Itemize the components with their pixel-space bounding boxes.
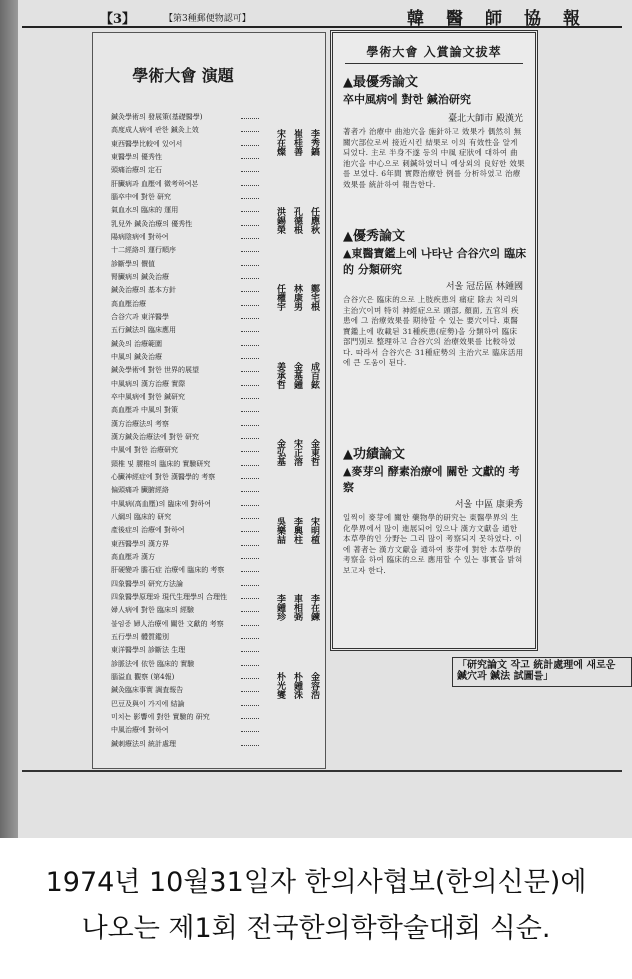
lecture-title: 中風의 鍼灸治療 (111, 353, 162, 361)
speaker-name: 孔德根 (292, 206, 302, 234)
leader-dots (241, 185, 259, 186)
speaker-name: 林康男 (292, 284, 302, 311)
paper-title-excellent: ▲東醫寶鑑上에 나타난 合谷穴의 臨床的 分類研究 (343, 247, 527, 276)
abstract-best: 著者가 治療中 曲池穴을 施針하고 效果가 偶然히 無關穴部位로써 接近시킨 結果로 이의 有效性을 알게 되었다. 主로 半身不遂 등의 中風 症狀에 대하여 曲池穴을 中心으로 刺鍼하였더니 예상외의 良好한 效果를 보였다. 6年間 實際治療한 例를 分析하였고 治療效果를 統計하여 報告한다. (343, 127, 525, 189)
leader-dots (241, 211, 259, 212)
leader-dots (241, 451, 259, 452)
lecture-title: 五行鍼法의 臨床應用 (111, 326, 176, 335)
newspaper-header (22, 6, 622, 28)
lecture-title: 漢方治療法의 考察 (111, 419, 169, 428)
leader-dots (241, 291, 259, 292)
lecture-title: 鍼灸學術의 發展策(基礎醫學) (111, 113, 203, 121)
leader-dots (241, 465, 259, 466)
lecture-title: 診脈法에 依한 臨床的 實驗 (111, 659, 195, 668)
lecture-title: 診斷學의 價值 (111, 259, 155, 268)
lecture-title: 頭痛治療의 定石 (111, 166, 162, 175)
lecture-title: 미치는 影響에 對한 實驗的 研究 (111, 713, 210, 721)
lecture-title: 高度成人病에 관한 鍼灸上效 (111, 126, 199, 135)
speaker-name: 成百鉉 (309, 361, 319, 389)
speaker-name: 朴鍾洙 (292, 671, 302, 699)
leader-dots (241, 558, 259, 559)
lecture-title: 產後症의 治療에 對하여 (111, 526, 185, 535)
caption-line-2: 나오는 제1회 전국한의학학술대회 식순. (81, 913, 551, 944)
program-title: 學術大會 演題 (132, 66, 234, 85)
leader-dots (241, 611, 259, 612)
leader-dots (241, 491, 259, 492)
speaker-name: 姜承哲 (275, 361, 285, 389)
bottom-fragment-columns (22, 776, 622, 838)
paper-title-best: 卒中風病에 對한 鍼治研究 (343, 93, 471, 106)
leader-dots (241, 438, 259, 439)
speaker-name: 任應秋 (309, 206, 319, 234)
leader-dots (241, 171, 259, 172)
leader-dots (241, 238, 259, 239)
speaker-name: 金容浩 (309, 671, 319, 699)
leader-dots (241, 305, 259, 306)
notice-box: 「研究論文 작고 統計處理에 새로운 鍼穴과 鍼法 試圖를」 (452, 657, 632, 687)
lecture-title: 中風病(高血壓)의 臨床에 對하여 (111, 499, 211, 508)
lecture-title: 中風病의 漢方治療 實際 (111, 379, 186, 388)
lecture-title: 五行學의 體質鑑別 (111, 633, 169, 641)
lecture-title: 腦溢血 觀察 (第4報) (111, 673, 175, 681)
leader-dots (241, 145, 259, 146)
leader-dots (241, 158, 259, 159)
lecture-title: 中風에 對한 治療研究 (111, 446, 178, 455)
lecture-title: 心臟神經症에 對한 漢醫學的 考察 (111, 473, 216, 481)
leader-dots (241, 505, 259, 506)
paper-name: 韓醫師協報 (407, 9, 602, 29)
lecture-title: 偏頭痛과 臟腑經絡 (111, 486, 169, 495)
lecture-title: 腎臟病의 鍼灸治療 (111, 273, 169, 281)
leader-dots (241, 571, 259, 572)
leader-dots (241, 398, 259, 399)
speaker-name: 崔桂善 (292, 129, 302, 156)
paper-title-merit: ▲麥芽의 酵素治療에 關한 文獻的 考察 (343, 465, 520, 494)
speaker-name: 李鍾珍 (275, 594, 285, 621)
leader-dots (241, 385, 259, 386)
leader-dots (241, 638, 259, 639)
lecture-title: 鍼灸治療의 基本方針 (111, 286, 176, 295)
lecture-title: 鍼刺療法의 統計處理 (111, 739, 176, 748)
lecture-title: 巴豆及與이 가지에 結論 (111, 699, 185, 708)
leader-dots (241, 371, 259, 372)
lecture-title: 合谷穴과 東洋醫學 (111, 313, 169, 321)
lecture-title: 高血壓과 中風의 對策 (111, 406, 178, 415)
speaker-name: 李興柱 (292, 516, 302, 544)
speaker-name: 宋正溶 (292, 439, 302, 466)
leader-dots (241, 478, 259, 479)
leader-dots (241, 625, 259, 626)
leader-dots (241, 585, 259, 586)
lecture-title: 肝臟病과 血壓에 微考하여본 (111, 179, 199, 188)
leader-dots (241, 198, 259, 199)
leader-dots (241, 425, 259, 426)
lecture-title: 肝硬變과 膽石症 治療에 臨床的 考察 (111, 566, 225, 575)
award-heading-best: ▲最優秀論文 (343, 75, 418, 90)
lecture-title: 漢方鍼灸治療法에 對한 研究 (111, 433, 199, 441)
leader-dots (241, 345, 259, 346)
leader-dots (241, 131, 259, 132)
leader-dots (241, 545, 259, 546)
speaker-name: 金基鍾 (292, 361, 302, 389)
speaker-name: 朴光燮 (275, 671, 285, 699)
leader-dots (241, 411, 259, 412)
speaker-name: 吳樂喆 (275, 516, 285, 544)
speaker-name: 任權宇 (275, 284, 285, 311)
leader-dots (241, 651, 259, 652)
lecture-title: 鍼灸學術에 對한 世界的展望 (111, 366, 199, 375)
award-heading-excellent: ▲優秀論文 (343, 229, 405, 244)
leader-dots (241, 598, 259, 599)
author-best: 臺北大師市 殿漢光 (448, 114, 523, 124)
lecture-title: 十二經絡의 運行順序 (111, 246, 176, 255)
lecture-title: 高血壓治療 (111, 299, 146, 308)
lecture-title: 四象醫學原理와 現代生理學의 合理性 (111, 593, 227, 601)
speaker-name: 李秀鎬 (309, 129, 319, 156)
author-merit: 서울 中區 康秉秀 (454, 500, 523, 510)
speaker-name: 金東哲 (309, 439, 319, 466)
lecture-title: 頸椎 및 腰椎의 臨床的 實驗研究 (111, 459, 211, 468)
caption-line-1: 1974년 10월31일자 한의사협보(한의신문)에 (45, 867, 587, 898)
lecture-title: 乳兒外 鍼灸治療의 優秀性 (111, 219, 193, 228)
page-number: 【3】 (100, 12, 136, 27)
speaker-name: 車相弼 (292, 594, 302, 621)
page-edge-shadow (0, 0, 18, 838)
author-excellent: 서울 冠岳區 林鍾國 (445, 282, 523, 292)
speaker-name: 金弘基 (275, 439, 285, 466)
leader-dots (241, 318, 259, 319)
lecture-row (111, 113, 311, 122)
award-papers-box (330, 30, 538, 651)
leader-dots (241, 265, 259, 266)
leader-dots (241, 118, 259, 119)
speaker-name: 宋明植 (309, 516, 319, 544)
lecture-title: 腦卒中에 對한 研究 (111, 193, 171, 201)
lecture-title: 東洋醫學의 診斷法 生理 (111, 646, 186, 655)
award-heading-merit: ▲功績論文 (343, 447, 405, 462)
leader-dots (241, 518, 259, 519)
lecture-title: 東西醫學의 漢方界 (111, 539, 169, 548)
award-box-title: 學術大會 入賞論文拔萃 (333, 43, 535, 60)
leader-dots (241, 278, 259, 279)
leader-dots (241, 358, 259, 359)
leader-dots (241, 251, 259, 252)
lecture-title: 鍼灸臨床事實 調査報告 (111, 686, 184, 695)
lecture-title: 四象醫學의 研究方法論 (111, 579, 183, 588)
lecture-title: 陽病陰病에 對하여 (111, 233, 169, 241)
lower-divider (22, 770, 622, 772)
speaker-name: 鄭宅根 (309, 284, 319, 311)
leader-dots (241, 531, 259, 532)
lecture-title: 八綱의 臨床的 研究 (111, 513, 172, 521)
lecture-title: 氣血水의 臨床的 運用 (111, 206, 179, 215)
lecture-title: 東西醫學比較에 있어서 (111, 139, 183, 148)
lecture-title: 婦人病에 對한 臨床의 經驗 (111, 606, 194, 615)
speaker-name: 洪錫榮 (275, 206, 285, 234)
leader-dots (241, 331, 259, 332)
leader-dots (241, 225, 259, 226)
lecture-title: 鍼灸의 治療範圍 (111, 339, 162, 348)
lecture-title: 中風治療에 對하여 (111, 726, 169, 735)
lecture-title: 東醫學의 優秀性 (111, 153, 162, 161)
photo-caption (0, 840, 632, 979)
abstract-excellent: 合谷穴은 臨床的으로 上肢疾患의 痛症 除去 처리의 主治穴이며 特히 神經症으로 頭部, 顏面, 五官의 疾患에 그 治療效果를 期待할 수 있는 要穴이다. 東醫寶鑑上에 收載된 31種疾患(症勢)을 分類하여 臨床部門別로 整理하고 合谷穴의 治療效果를 比較하였다. 따라서 合谷穴은 31種症勢의 主治穴로 臨床活用에 큰 도움이 된다. (343, 295, 524, 367)
masthead-small: 【第3種郵便物認可】 (164, 14, 251, 24)
speaker-name: 宋在燦 (275, 129, 285, 156)
abstract-merit: 일찍이 麥芽에 關한 藥物學的研究는 東醫學界의 生化學界에서 많이 進展되어 있으나 漢方文獻을 通한 本草學的인 分野는 그리 많이 考察되지 못하였다. 이에 著者는 漢方文獻을 通하여 麥芽에 對한 本草學的 考察을 하여 臨床的으로 應用할 수 있는 事實을 밝혀 보고자 한다. (343, 513, 523, 575)
lecture-title: 불임증 婦人治療에 關한 文獻的 考察 (111, 619, 224, 628)
speaker-name: 李在鍊 (309, 594, 319, 621)
lecture-title: 卒中風病에 對한 鍼研究 (111, 393, 185, 401)
lecture-title: 高血壓과 漢方 (111, 553, 155, 561)
